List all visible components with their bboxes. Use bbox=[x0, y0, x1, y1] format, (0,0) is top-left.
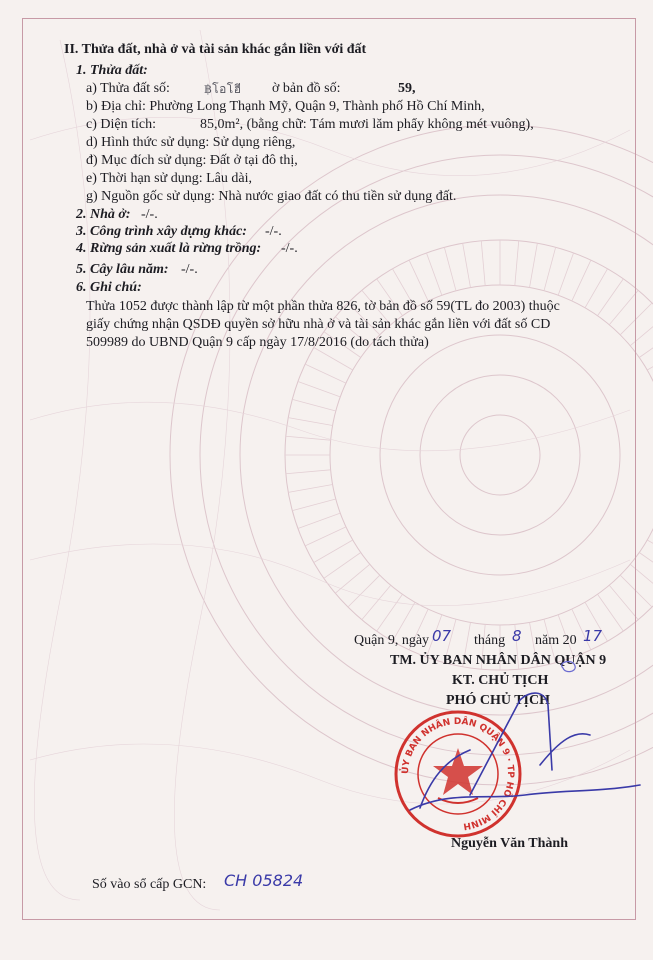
notes-line: giấy chứng nhận QSDĐ quyền sở hữu nhà ở và tài sản khác gắn liền với đất số CD bbox=[86, 317, 551, 332]
map-sheet-label: ờ bản đồ số: bbox=[272, 81, 341, 96]
date-year: 17 bbox=[583, 627, 603, 645]
date-month: 8 bbox=[512, 627, 522, 645]
date-prefix: Quận 9, ngày bbox=[354, 633, 430, 648]
registry-number: CH 05824 bbox=[224, 871, 304, 890]
notes-heading: 6. Ghi chú: bbox=[76, 280, 142, 295]
date-day: 07 bbox=[432, 627, 452, 645]
authority-role-2: PHÓ CHỦ TỊCH bbox=[446, 693, 550, 708]
usage-term-line: e) Thời hạn sử dụng: Lâu dài, bbox=[86, 171, 252, 186]
perennial-heading: 5. Cây lâu năm: bbox=[76, 262, 169, 277]
house-heading: 2. Nhà ở: bbox=[76, 207, 131, 222]
parcel-number-label: a) Thửa đất số: bbox=[86, 81, 170, 96]
notes-line: 509989 do UBND Quận 9 cấp ngày 17/8/2016 (do tách thửa) bbox=[86, 335, 429, 350]
map-sheet-number: 59, bbox=[398, 81, 416, 96]
forest-value: -/-. bbox=[281, 241, 298, 256]
parcel-heading: 1. Thửa đất: bbox=[76, 63, 148, 78]
usage-purpose-line: đ) Mục đích sử dụng: Đất ở tại đô thị, bbox=[86, 153, 298, 168]
house-value: -/-. bbox=[141, 207, 158, 222]
parcel-number-value: ฿โอโฮี bbox=[204, 82, 242, 96]
usage-form-line: d) Hình thức sử dụng: Sử dụng riêng, bbox=[86, 135, 296, 150]
seal-text: ỦY BAN NHÂN DÂN QUẬN 9 · TP HỒ CHÍ MINH bbox=[400, 716, 516, 831]
section-title: II. Thửa đất, nhà ở và tài sản khác gắn liền với đất bbox=[64, 42, 367, 57]
construction-heading: 3. Công trình xây dựng khác: bbox=[76, 224, 247, 239]
authority-role-1: KT. CHỦ TỊCH bbox=[452, 673, 549, 688]
forest-heading: 4. Rừng sản xuất là rừng trồng: bbox=[76, 241, 262, 256]
authority-org: TM. ỦY BAN NHÂN DÂN QUẬN 9 bbox=[390, 653, 607, 668]
perennial-value: -/-. bbox=[181, 262, 198, 277]
date-month-label: tháng bbox=[474, 633, 506, 648]
area-label: c) Diện tích: bbox=[86, 117, 156, 132]
usage-origin-line: g) Nguồn gốc sử dụng: Nhà nước giao đất có thu tiền sử dụng đất. bbox=[86, 189, 457, 204]
notes-line: Thửa 1052 được thành lập từ một phần thửa 826, tờ bản đồ số 59(TL đo 2003) thuộc bbox=[86, 299, 560, 314]
date-year-label: năm 20 bbox=[535, 633, 577, 648]
signer-name: Nguyễn Văn Thành bbox=[451, 836, 568, 851]
construction-value: -/-. bbox=[265, 224, 282, 239]
area-value: 85,0m², (bằng chữ: Tám mươi lăm phẩy không mét vuông), bbox=[200, 117, 534, 132]
registry-label: Số vào sổ cấp GCN: bbox=[92, 877, 207, 892]
address-line: b) Địa chỉ: Phường Long Thạnh Mỹ, Quận 9, Thành phố Hồ Chí Minh, bbox=[86, 99, 485, 114]
